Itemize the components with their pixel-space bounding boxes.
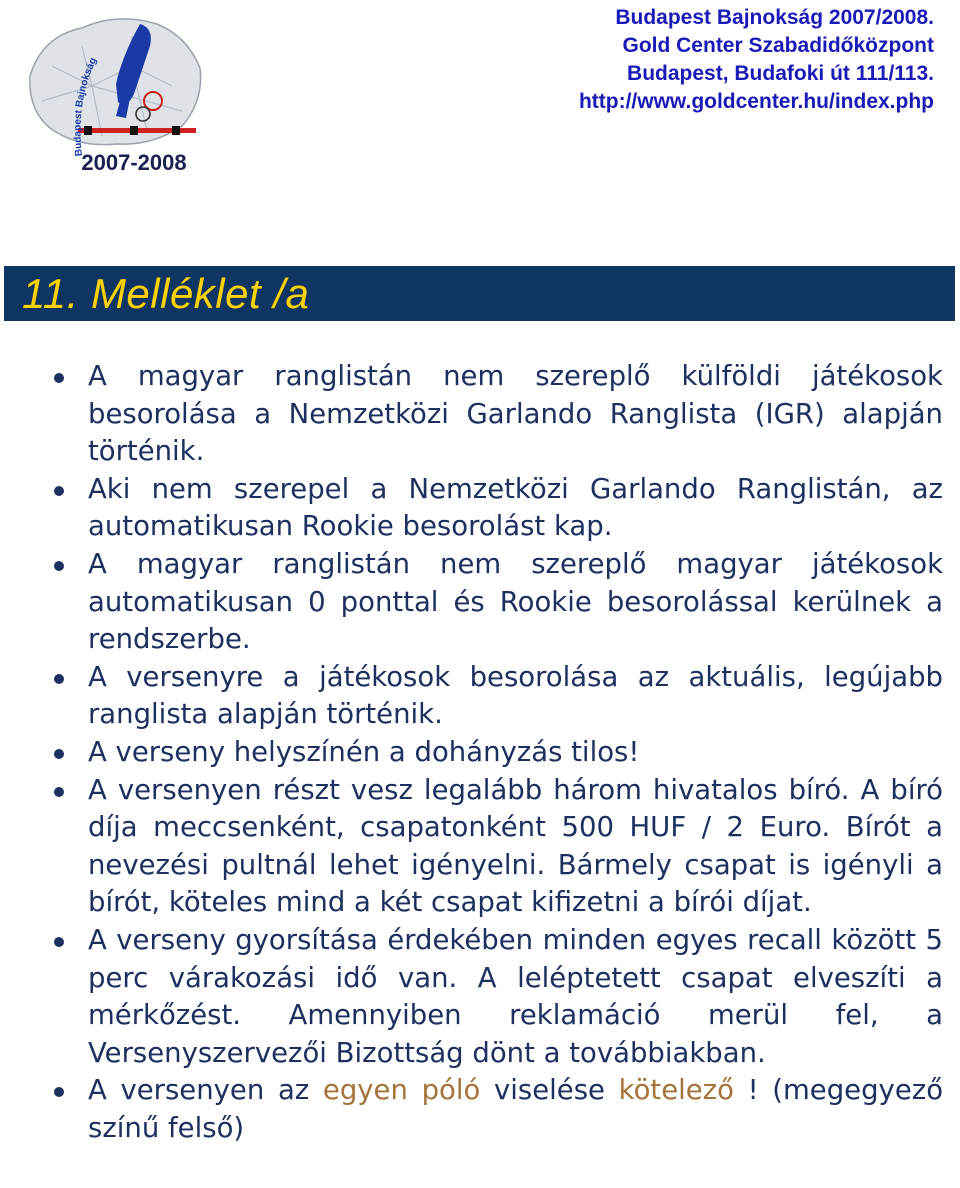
bullet-icon — [54, 787, 64, 797]
rule-text: A versenyre a játékosok besorolása az aktuális, legújabb ranglista alapján történik. — [88, 660, 943, 731]
rule-text-part: viselése — [480, 1074, 619, 1107]
rules-list — [88, 358, 943, 1147]
header-venue: Gold Center Szabadidőközpont — [622, 34, 934, 57]
list-item — [88, 922, 943, 1072]
rule-text-part: ! (megegyező színű felső) — [88, 1074, 944, 1144]
bullet-icon — [54, 561, 64, 571]
list-item — [88, 546, 943, 659]
bullet-icon — [54, 674, 64, 684]
list-item — [88, 734, 943, 772]
rule-text: A magyar ranglistán nem szereplő külföldi játékosok besorolása a Nemzetközi Garlando Ranglista (IGR) alapján történik. — [88, 360, 943, 468]
page-title: 11. Melléklet /a — [22, 270, 310, 317]
logo-arc-text: Budapest Bajnokság — [72, 55, 100, 157]
list-item — [88, 659, 943, 734]
championship-logo — [22, 6, 208, 188]
list-item — [88, 358, 943, 471]
rule-text: A verseny gyorsítása érdekében minden egyes recall között 5 perc várakozási idő van. A leléptetett csapat elveszíti a mérkőzést. Amennyiben reklamáció merül fel, a Versenyszervezői Bizottság dönt a továbbiakban. — [88, 923, 943, 1069]
title-banner — [4, 266, 955, 321]
rule-text: A versenyen részt vesz legalább három hivatalos bíró. A bíró díja meccsenként, csapatonként 500 HUF / 2 Euro. Bírót a nevezési pultnál lehet igényelni. Bármely csapat is igényli a bírót, köteles mind a két csapat kifizetni a bírói díjat. — [88, 773, 943, 919]
logo-year: 2007-2008 — [81, 150, 187, 175]
list-item — [88, 772, 943, 922]
rule-text: A verseny helyszínén a dohányzás tilos! — [88, 735, 640, 768]
header-info — [579, 4, 934, 116]
rule-text: Aki nem szerepel a Nemzetközi Garlando Ranglistán, az automatikusan Rookie besorolást kap. — [88, 472, 943, 543]
bullet-icon — [54, 1087, 64, 1097]
rule-text-part: A versenyen az — [88, 1074, 323, 1107]
bullet-icon — [54, 486, 64, 496]
bullet-icon — [54, 937, 64, 947]
bullet-icon — [54, 749, 64, 759]
header-address: Budapest, Budafoki út 111/113. — [627, 62, 934, 85]
highlight-mandatory: kötelező — [618, 1074, 734, 1107]
bullet-icon — [54, 373, 64, 383]
rule-text: A magyar ranglistán nem szereplő magyar játékosok automatikusan 0 ponttal és Rookie besorolással kerülnek a rendszerbe. — [88, 547, 943, 656]
list-item — [88, 471, 943, 546]
header-url[interactable]: http://www.goldcenter.hu/index.php — [578, 90, 934, 113]
list-item — [88, 1072, 943, 1147]
header-championship: Budapest Bajnokság 2007/2008. — [615, 6, 934, 29]
highlight-shirt: egyen póló — [322, 1074, 481, 1107]
